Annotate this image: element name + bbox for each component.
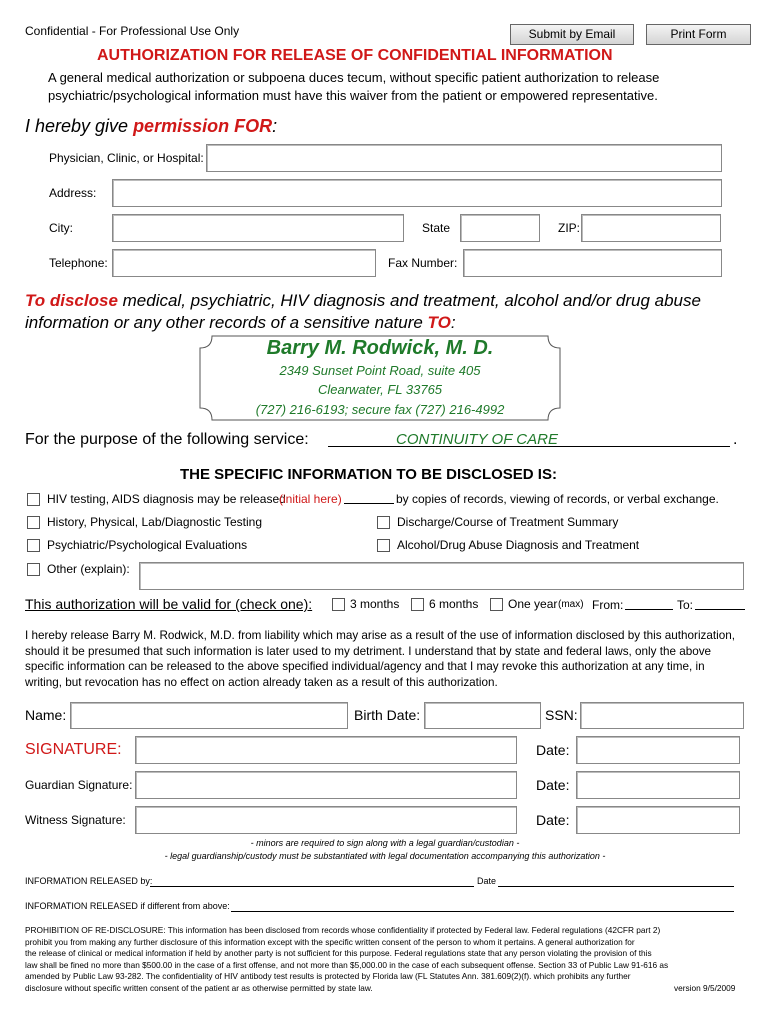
prohibition-paragraph (25, 925, 668, 995)
name-label: Name: (25, 707, 67, 723)
released-date-line[interactable] (498, 886, 734, 887)
address-label: Address: (49, 186, 97, 200)
submit-by-email-button[interactable]: Submit by Email (510, 24, 634, 45)
released-by-line[interactable] (150, 886, 474, 887)
signature-input[interactable] (135, 736, 517, 764)
released-date-label: Date (477, 876, 497, 886)
guardian-label: Guardian Signature: (25, 778, 133, 792)
from-label: From: (592, 598, 624, 612)
prohibition-line: amended by Public Law 93-282. The confidentiality of HIV antibody test results is protected by Florida law (FL Statutes Ann. 381.609(2)(f). which prohibits any further (25, 971, 631, 982)
fax-input[interactable] (463, 249, 722, 277)
city-input[interactable] (112, 214, 404, 242)
disclose-colon: : (450, 313, 456, 332)
doctor-phone: (727) 216-6193; secure fax (727) 216-4992 (255, 402, 505, 417)
version-label: version 9/5/2009 (674, 983, 736, 993)
hiv-checkbox[interactable] (27, 493, 40, 506)
alcohol-checkbox[interactable] (377, 539, 390, 552)
address-input[interactable] (112, 179, 722, 207)
disclose-line-1 (25, 291, 701, 311)
released-different-label: INFORMATION RELEASED if different from above: (25, 901, 230, 911)
permission-emph: permission FOR (133, 116, 273, 136)
zip-label: ZIP: (558, 221, 581, 235)
prohibition-line: the release of clinical or medical information if held by another party is not sufficient for this purpose. Federal regulations state that any person violating the provision of this (25, 948, 652, 959)
doctor-address: 2349 Sunset Point Road, suite 405 (279, 363, 481, 378)
initial-here: (initial here) (279, 492, 342, 506)
released-different-line[interactable] (231, 911, 734, 912)
form-title: AUTHORIZATION FOR RELEASE OF CONFIDENTIAL INFORMATION (97, 47, 613, 64)
ssn-input[interactable] (580, 702, 744, 729)
print-form-button[interactable]: Print Form (646, 24, 751, 45)
physician-input[interactable] (206, 144, 722, 172)
telephone-label: Telephone: (49, 256, 108, 270)
disclose-text2: information or any other records of a sensitive nature (25, 313, 428, 332)
purpose-period: . (733, 431, 738, 448)
history-checkbox[interactable] (27, 516, 40, 529)
prohibition-line: law shall be fined no more than $500.00 in the case of a first offense, and not more than $5,000.00 in the case of each subsequent offense. Section 33 of Public Law 91-616 as (25, 959, 669, 970)
signature-date-input[interactable] (576, 736, 740, 764)
ssn-label: SSN: (545, 707, 578, 723)
permission-suffix: : (272, 116, 278, 136)
zip-input[interactable] (581, 214, 721, 242)
six-months-checkbox[interactable] (411, 598, 424, 611)
from-line[interactable] (625, 609, 673, 610)
psych-checkbox[interactable] (27, 539, 40, 552)
fax-label: Fax Number: (388, 256, 458, 270)
guardian-signature-input[interactable] (135, 771, 517, 799)
disclose-line-2 (25, 313, 456, 333)
hiv-label: HIV testing, AIDS diagnosis may be released (47, 492, 286, 506)
other-checkbox[interactable] (27, 563, 40, 576)
release-paragraph (25, 628, 735, 690)
prohibition-line: disclosure without specific written consent of the patient ar as otherwise permitted by state law. (25, 982, 373, 993)
alcohol-label: Alcohol/Drug Abuse Diagnosis and Treatment (397, 538, 640, 552)
to-line[interactable] (695, 609, 745, 610)
disclose-to: TO (427, 313, 451, 332)
birth-date-label: Birth Date: (354, 707, 421, 723)
discharge-label: Discharge/Course of Treatment Summary (397, 515, 619, 529)
doctor-name: Barry M. Rodwick, M. D. (266, 337, 494, 359)
one-year-checkbox[interactable] (490, 598, 503, 611)
hiv-suffix: by copies of records, viewing of records, or verbal exchange. (396, 492, 719, 506)
intro-line-1: A general medical authorization or subpoena duces tecum, without specific patient authorization to release (48, 70, 660, 85)
release-line: writing, but revocation has no effect on action already taken as a result of this authorization. (25, 675, 498, 689)
witness-label: Witness Signature: (25, 813, 126, 827)
release-line: specific information can be released to the above specified individual/agency and that I may revoke this authorization at any time, in (25, 660, 705, 673)
prohibition-line: PROHIBITION OF RE-DISCLOSURE: This information has been disclosed from records whose confidentiality if protected by Federal law. Federal regulations (42CFR part 2) (25, 925, 661, 935)
minors-note: - minors are required to sign along with a legal guardian/custodian - (250, 838, 520, 848)
guardianship-note: - legal guardianship/custody must be substantiated with legal documentation accompanying this authorization - (164, 851, 606, 861)
physician-label: Physician, Clinic, or Hospital: (49, 151, 204, 165)
purpose-label: For the purpose of the following service: (25, 431, 309, 448)
history-label: History, Physical, Lab/Diagnostic Testing (47, 515, 262, 529)
city-label: City: (49, 221, 73, 235)
witness-date-label: Date: (536, 812, 570, 828)
guardian-date-label: Date: (536, 777, 570, 793)
prohibition-line: prohibit you from making any further disclosure of this information except with the specific written consent of the person to whom it pertains. A general authorization for (25, 936, 635, 947)
doctor-city: Clearwater, FL 33765 (317, 382, 443, 397)
signature-date-label: Date: (536, 742, 570, 758)
confidential-notice: Confidential - For Professional Use Only (25, 24, 240, 38)
intro-line-2: psychiatric/psychological information must have this waiver from the patient or empowered representative. (48, 88, 658, 103)
release-line: should it be presumed that such information is later used to my detriment. I understand that by state and federal laws, only the above (25, 644, 712, 658)
other-label: Other (explain): (47, 562, 130, 576)
to-label: To: (677, 598, 694, 612)
one-year-label: One year (508, 597, 558, 611)
six-months-label: 6 months (429, 597, 479, 611)
state-input[interactable] (460, 214, 540, 242)
birth-date-input[interactable] (424, 702, 541, 729)
state-label: State (422, 221, 451, 235)
purpose-value[interactable]: CONTINUITY OF CARE (396, 431, 558, 448)
three-months-checkbox[interactable] (332, 598, 345, 611)
permission-prefix: I hereby give (25, 116, 134, 136)
psych-label: Psychiatric/Psychological Evaluations (47, 538, 248, 552)
witness-date-input[interactable] (576, 806, 740, 834)
signature-label: SIGNATURE: (25, 741, 122, 758)
telephone-input[interactable] (112, 249, 376, 277)
released-by-label: INFORMATION RELEASED by: (25, 876, 153, 886)
validity-label: This authorization will be valid for (check one): (25, 596, 313, 612)
initial-line[interactable] (344, 503, 394, 504)
permission-heading (25, 116, 277, 137)
release-line: I hereby release Barry M. Rodwick, M.D. from liability which may arise as a result of the use of information disclosed by this authorization, (25, 629, 735, 642)
discharge-checkbox[interactable] (377, 516, 390, 529)
name-input[interactable] (70, 702, 348, 729)
disclose-text1: medical, psychiatric, HIV diagnosis and treatment, alcohol and/or drug abuse (117, 291, 701, 310)
disclose-emph: To disclose (25, 291, 118, 310)
witness-signature-input[interactable] (135, 806, 517, 834)
specific-heading: THE SPECIFIC INFORMATION TO BE DISCLOSED IS: (180, 466, 557, 483)
three-months-label: 3 months (350, 597, 400, 611)
other-explain-input[interactable] (139, 562, 744, 590)
guardian-date-input[interactable] (576, 771, 740, 799)
one-year-max: (max) (558, 599, 584, 610)
